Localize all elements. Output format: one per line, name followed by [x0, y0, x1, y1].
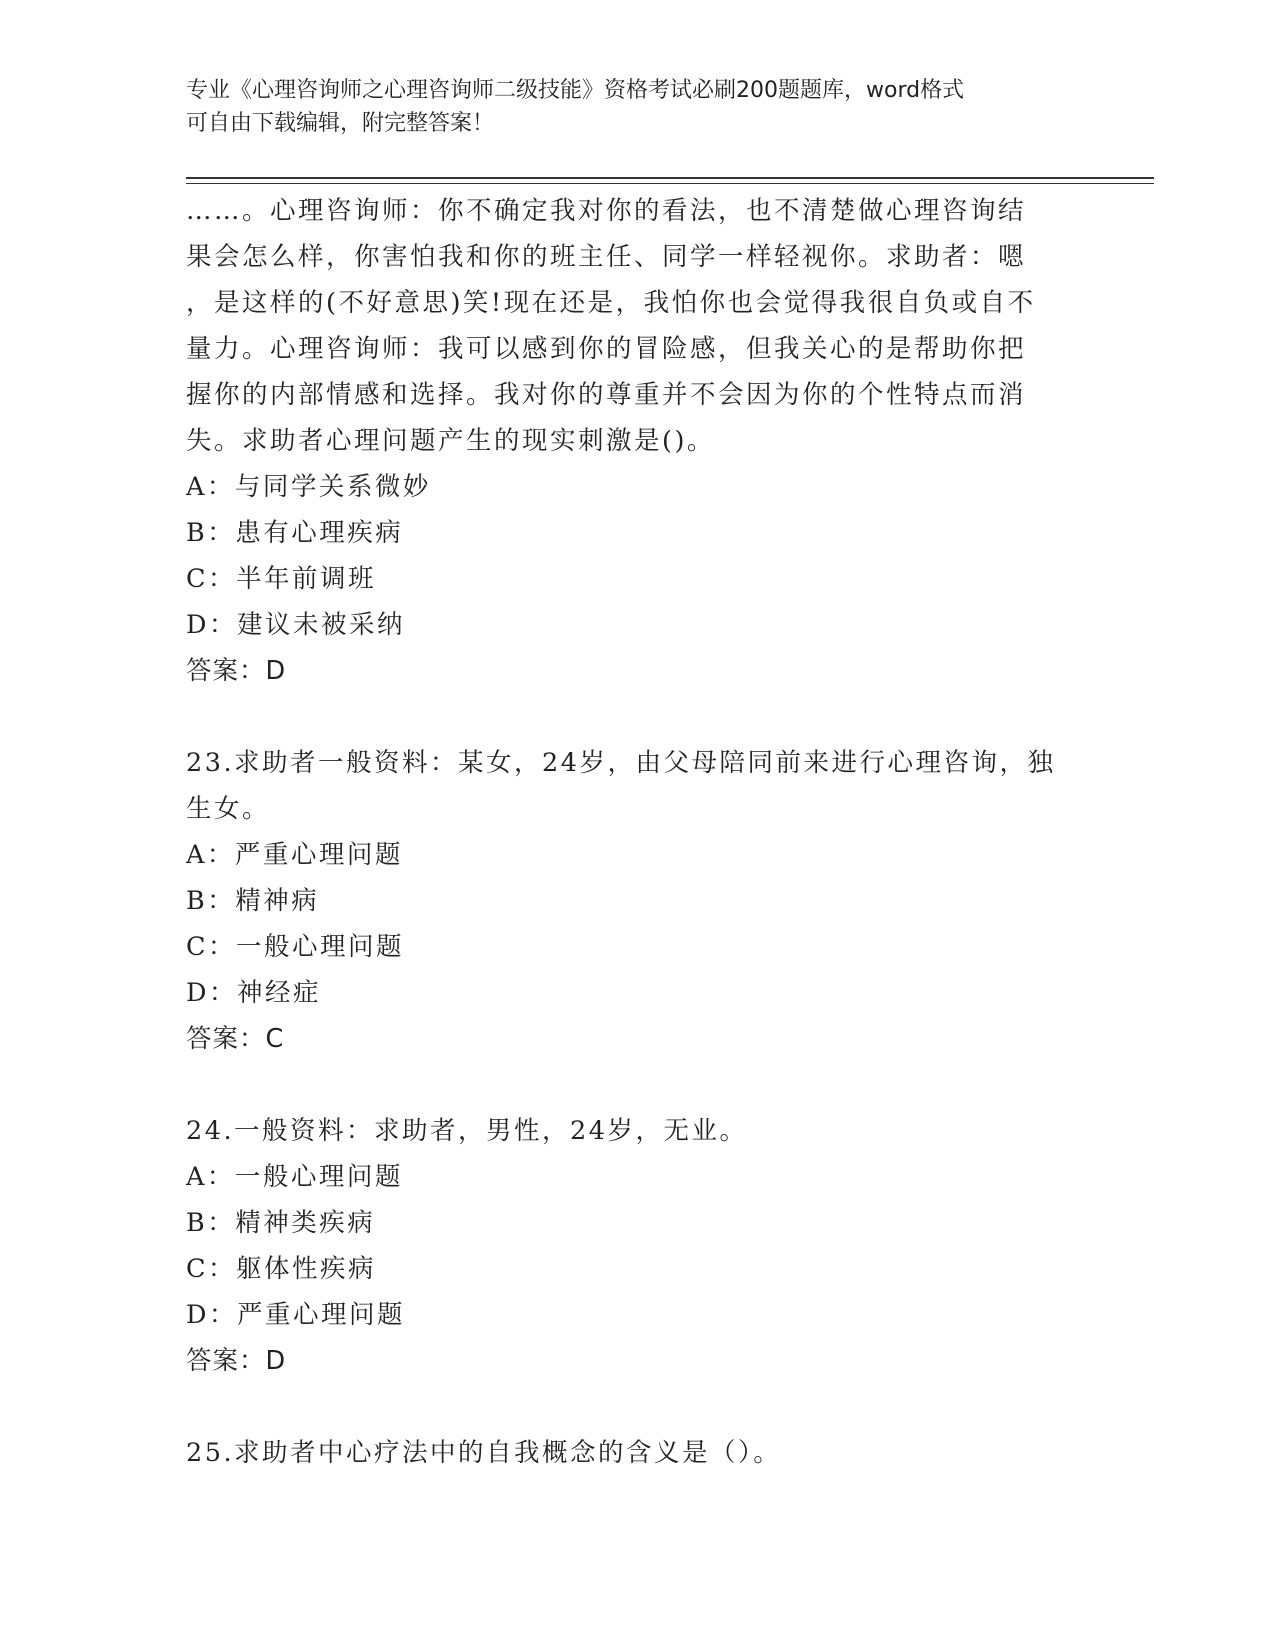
question-text-line: ……。心理咨询师：你不确定我对你的看法，也不清楚做心理咨询结 [186, 196, 1027, 226]
question-text-line: 量力。心理咨询师：我可以感到你的冒险感，但我关心的是帮助你把 [186, 334, 1027, 364]
header-divider-thin [186, 183, 1154, 184]
document-header [186, 74, 1086, 140]
question-text-line: 24.一般资料：求助者，男性，24岁，无业。 [186, 1116, 748, 1146]
question-text-line: 生女。 [186, 794, 271, 824]
question-text-line: 23.求助者一般资料：某女，24岁，由父母陪同前来进行心理咨询，独 [186, 748, 1056, 778]
answer-line: 答案：D [186, 656, 287, 686]
header-line-2: 可自由下载编辑，附完整答案！ [186, 111, 495, 136]
question-22 [186, 188, 1086, 694]
option-b: B：精神类疾病 [186, 1208, 376, 1238]
question-text-line: 25.求助者中心疗法中的自我概念的含义是（）。 [186, 1438, 782, 1468]
spacer [186, 1384, 1086, 1430]
question-text-line: 握你的内部情感和选择。我对你的尊重并不会因为你的个性特点而消 [186, 380, 1027, 410]
question-25 [186, 1430, 1086, 1476]
option-a: A：严重心理问题 [186, 840, 403, 870]
question-text-line: ，是这样的(不好意思)笑!现在还是，我怕你也会觉得我很自负或自不 [186, 288, 1036, 318]
spacer [186, 694, 1086, 740]
document-body [186, 188, 1086, 1476]
question-text-line: 失。求助者心理问题产生的现实刺激是()。 [186, 426, 715, 456]
option-d: D：建议未被采纳 [186, 610, 405, 640]
option-b: B：患有心理疾病 [186, 518, 404, 548]
question-23 [186, 740, 1086, 1062]
option-c: C：半年前调班 [186, 564, 377, 594]
spacer [186, 1062, 1086, 1108]
option-d: D：严重心理问题 [186, 1300, 405, 1330]
answer-line: 答案：D [186, 1346, 287, 1376]
option-a: A：与同学关系微妙 [186, 472, 431, 502]
option-c: C：躯体性疾病 [186, 1254, 377, 1284]
option-c: C：一般心理问题 [186, 932, 405, 962]
option-a: A：一般心理问题 [186, 1162, 403, 1192]
header-line-1: 专业《心理咨询师之心理咨询师二级技能》资格考试必刷200题题库，word格式 [186, 78, 965, 103]
option-d: D：神经症 [186, 978, 321, 1008]
header-divider-thick [186, 177, 1154, 179]
question-24 [186, 1108, 1086, 1384]
answer-line: 答案：C [186, 1024, 285, 1054]
question-text-line: 果会怎么样，你害怕我和你的班主任、同学一样轻视你。求助者：嗯 [186, 242, 1027, 272]
option-b: B：精神病 [186, 886, 320, 916]
